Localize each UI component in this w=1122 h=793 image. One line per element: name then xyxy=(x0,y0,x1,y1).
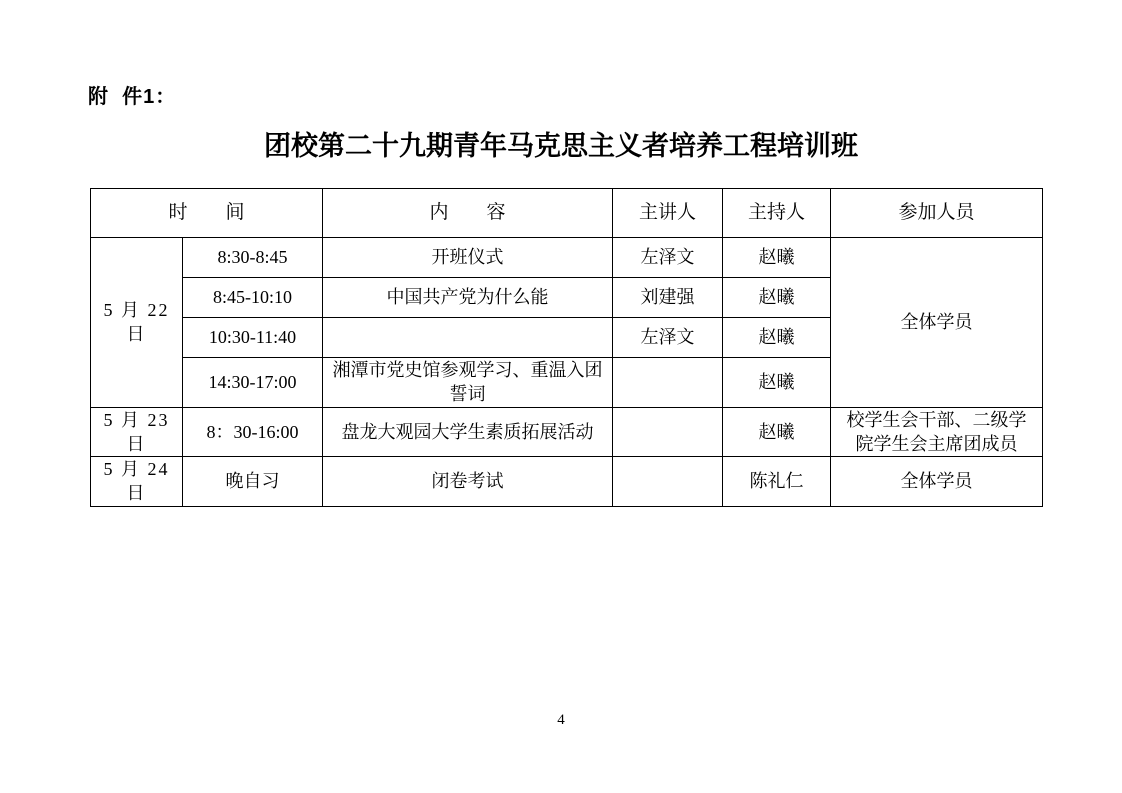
cell-host: 赵曦 xyxy=(723,407,831,457)
cell-host: 陈礼仁 xyxy=(723,457,831,507)
cell-participants xyxy=(831,407,1043,457)
participants-line-2: 院学生会主席团成员 xyxy=(855,433,1018,454)
schedule-table xyxy=(90,188,1043,507)
column-header-participants: 参加人员 xyxy=(831,189,1043,238)
table-row xyxy=(91,238,1043,278)
cell-host: 赵曦 xyxy=(723,318,831,358)
cell-content: 湘潭市党史馆参观学习、重温入团誓词 xyxy=(323,358,613,408)
page-number: 4 xyxy=(557,712,565,728)
cell-time: 14:30-17:00 xyxy=(183,358,323,408)
table-row xyxy=(91,407,1043,457)
cell-speaker xyxy=(613,407,723,457)
attachment-label: 附 件1： xyxy=(88,86,177,108)
cell-participants: 全体学员 xyxy=(831,457,1043,507)
cell-speaker: 刘建强 xyxy=(613,278,723,318)
column-header-content: 内 容 xyxy=(323,189,613,238)
cell-time: 10:30-11:40 xyxy=(183,318,323,358)
cell-speaker xyxy=(613,457,723,507)
cell-date: 5 月 24 日 xyxy=(91,457,183,507)
cell-host: 赵曦 xyxy=(723,358,831,408)
column-header-speaker: 主讲人 xyxy=(613,189,723,238)
cell-speaker xyxy=(613,358,723,408)
cell-time: 8:45-10:10 xyxy=(183,278,323,318)
cell-host: 赵曦 xyxy=(723,278,831,318)
cell-content: 闭卷考试 xyxy=(323,457,613,507)
cell-content: 中国共产党为什么能 xyxy=(323,278,613,318)
cell-host: 赵曦 xyxy=(723,238,831,278)
cell-content: 开班仪式 xyxy=(323,238,613,278)
cell-date: 5 月 23 日 xyxy=(91,407,183,457)
cell-time: 8：30-16:00 xyxy=(183,407,323,457)
cell-speaker: 左泽文 xyxy=(613,238,723,278)
cell-date: 5 月 22 日 xyxy=(91,238,183,408)
cell-time: 晚自习 xyxy=(183,457,323,507)
column-header-host: 主持人 xyxy=(723,189,831,238)
table-row xyxy=(91,457,1043,507)
cell-time: 8:30-8:45 xyxy=(183,238,323,278)
table-header-row xyxy=(91,189,1043,238)
cell-content: 盘龙大观园大学生素质拓展活动 xyxy=(323,407,613,457)
column-header-time: 时 间 xyxy=(91,189,323,238)
cell-content xyxy=(323,318,613,358)
cell-participants: 全体学员 xyxy=(831,238,1043,408)
page-title: 团校第二十九期青年马克思主义者培养工程培训班 xyxy=(264,131,858,161)
cell-speaker: 左泽文 xyxy=(613,318,723,358)
participants-line-1: 校学生会干部、二级学 xyxy=(846,409,1027,430)
